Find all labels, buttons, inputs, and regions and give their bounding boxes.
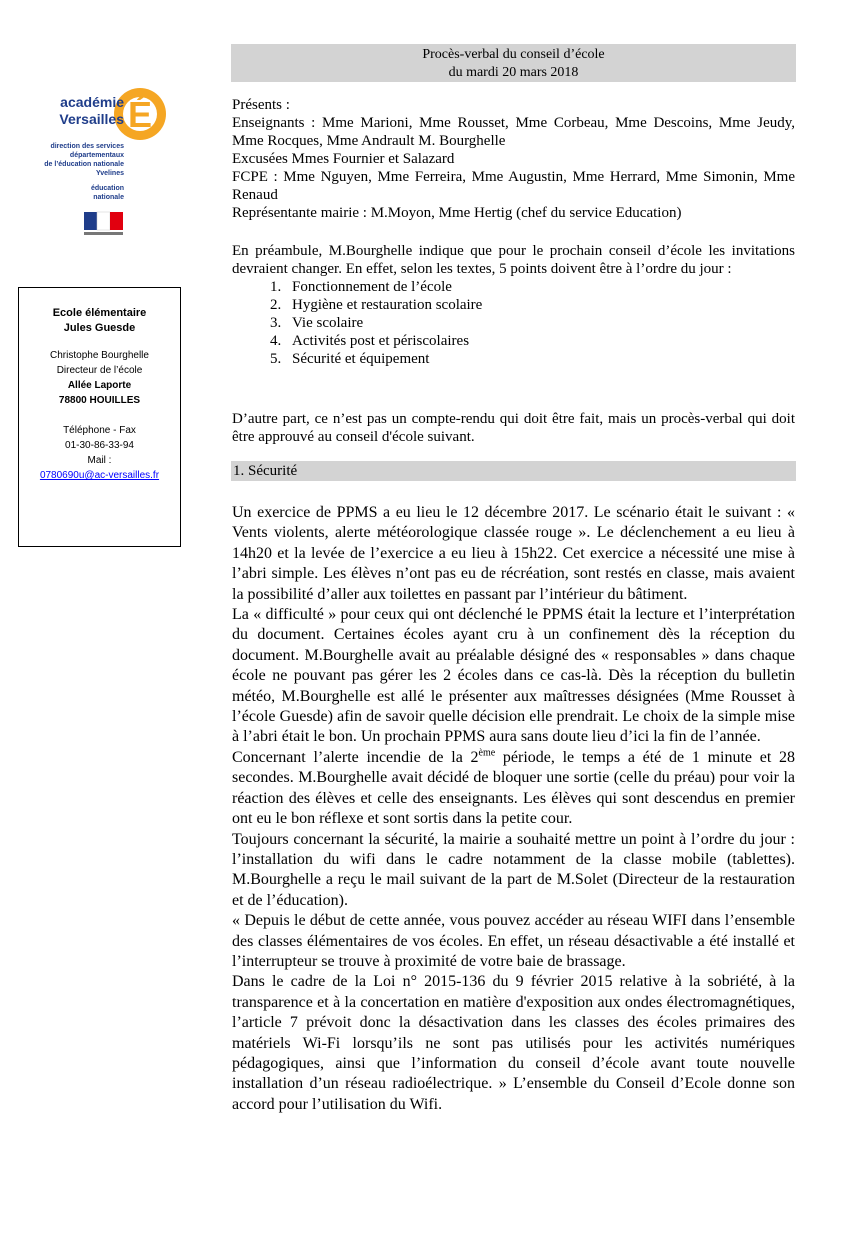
teachers-list: Enseignants : Mme Marioni, Mme Rousset, Mme Corbeau, Mme Descoins, Mme Jeudy, Mme Rocques, Mme Andrault M. Bourghelle bbox=[232, 115, 795, 149]
document-date: du mardi 20 mars 2018 bbox=[448, 65, 579, 80]
attendees-label: Présents : bbox=[232, 97, 290, 113]
academie-versailles-logo bbox=[40, 74, 170, 244]
paragraph-wifi-agenda: Toujours concernant la sécurité, la mairie a souhaité mettre un point à l’ordre du jour : l’installation du wifi dans le cadre notamment de la classe mobile (tablettes). M.Bourghelle a reçu le mail suivant de la part de M.Solet (Directeur de la restauration et de l’éducation). bbox=[232, 830, 795, 909]
mail-label: Mail : bbox=[87, 455, 112, 466]
phone-number: 01-30-86-33-94 bbox=[65, 440, 134, 451]
paragraph-ppms-exercise: Un exercice de PPMS a eu lieu le 12 décembre 2017. Le scénario était le suivant : « Vents violents, alerte météorologique classée rouge ». Le déclenchement a eu lieu à 14h20 et la levée de l’exercice a eu lieu à 15h22. Cet exercice a nécessité une mise à l’abri simple. Les élèves n’ont pas eu de récréation, sont restés en classe, mais avaient la possibilité d’aller aux toilettes en passant par l’intérieur du bâtiment. bbox=[232, 504, 795, 603]
logo-sub1: direction des services bbox=[50, 143, 124, 150]
fire-alert-text-start: Concernant l’alerte incendie de la 2 bbox=[232, 748, 479, 766]
school-name-line1: Ecole élémentaire bbox=[52, 307, 147, 319]
agenda-item: 5. Sécurité et équipement bbox=[285, 350, 795, 368]
document-title: Procès-verbal du conseil d’école bbox=[422, 47, 605, 62]
flag-caption-line bbox=[84, 232, 123, 235]
school-street: Allée Laporte bbox=[67, 380, 132, 391]
director-title: Directeur de l’école bbox=[56, 365, 143, 376]
preamble-text: En préambule, M.Bourghelle indique que pour le prochain conseil d’école les invitations devraient changer. En effet, selon les textes, 5 points doivent être à l’ordre du jour : bbox=[232, 243, 795, 277]
fcpe-list: FCPE : Mme Nguyen, Mme Ferreira, Mme Augustin, Mme Herrard, Mme Simonin, Mme Renaud bbox=[232, 169, 795, 203]
agenda-item: 3. Vie scolaire bbox=[285, 314, 795, 332]
pv-note-paragraph: D’autre part, ce n’est pas un compte-rendu qui doit être fait, mais un procès-verbal qui doit être approuvé au conseil d'école suivant. bbox=[232, 411, 795, 445]
paragraph-wifi-law: Dans le cadre de la Loi n° 2015-136 du 9 février 2015 relative à la sobriété, à la transparence et à la concertation en matière d'exposition aux ondes électromagnétiques, l’article 7 prévoit donc la désactivation dans les classes des écoles primaires des matériels Wi-Fi lorsqu’ils ne sont pas utilisés pour les activités numériques pédagogiques, ainsi que l’information du conseil d’école avant toute nouvelle installation d’un réseau radioélectrique. » L’ensemble du Conseil d’Ecole donne son accord pour l’utilisation du Wifi. bbox=[232, 973, 795, 1113]
mairie-representatives: Représentante mairie : M.Moyon, Mme Hertig (chef du service Education) bbox=[232, 205, 682, 221]
paragraph-fire-alert bbox=[232, 748, 795, 830]
excused-list: Excusées Mmes Fournier et Salazard bbox=[232, 151, 455, 167]
logo-sub5: éducation bbox=[90, 185, 124, 192]
agenda-list bbox=[232, 278, 795, 368]
school-city: 78800 HOUILLES bbox=[58, 395, 141, 406]
fire-alert-text-end: période, le temps a été de 1 minute et 28 secondes. M.Bourghelle avait décidé de bloquer une sortie (celle du préau) pour voir la réaction des élèves et celle des enseignants. Les élèves qui sont descendus en premier ont eu le bon réflexe et sont sortis dans la petite cour. bbox=[232, 748, 796, 828]
agenda-item: 1. Fonctionnement de l’école bbox=[285, 278, 795, 296]
academie-logo-graphic bbox=[40, 74, 170, 244]
director-name: Christophe Bourghelle bbox=[50, 350, 149, 361]
logo-line2: Versailles bbox=[59, 111, 124, 127]
section-heading-securite: 1. Sécurité bbox=[231, 461, 796, 481]
paragraph-wifi-mail-quote: « Depuis le début de cette année, vous pouvez accéder au réseau WIFI dans l’ensemble des classes élémentaires de vos écoles. En effet, un réseau désactivable a été installé et l’interrupteur se trouve à proximité de votre baie de brassage. bbox=[232, 912, 795, 970]
ordinal-superscript: ème bbox=[478, 747, 496, 759]
section-body bbox=[232, 503, 795, 1115]
logo-e-letter: É bbox=[127, 94, 153, 135]
logo-sub2: départementaux bbox=[69, 152, 124, 159]
attendees-section bbox=[232, 96, 795, 222]
logo-line1: académie bbox=[60, 94, 124, 110]
preamble-section bbox=[232, 242, 795, 368]
school-email-link[interactable]: 0780690u@ac-versailles.fr bbox=[39, 470, 160, 481]
french-flag-icon bbox=[84, 212, 123, 230]
phone-label: Téléphone - Fax bbox=[63, 425, 136, 436]
logo-sub6: nationale bbox=[93, 194, 124, 201]
document-title-box bbox=[231, 44, 796, 82]
logo-sub3: de l’éducation nationale bbox=[44, 161, 124, 168]
agenda-item: 2. Hygiène et restauration scolaire bbox=[285, 296, 795, 314]
school-name-line2: Jules Guesde bbox=[63, 322, 136, 334]
school-address-box bbox=[18, 287, 181, 547]
paragraph-ppms-difficulty: La « difficulté » pour ceux qui ont déclenché le PPMS était la lecture et l’interprétation du document. Certaines écoles ayant cru à un confinement dès la réception du document. M.Bourghelle avait au préalable désigné des « responsables » dans chaque école ne pouvant pas gérer les 2 écoles dans ce cas-là. Dès la réception du bulletin météo, M.Bourghelle est allé le présenter aux maîtresses désignées (Mme Rousset à l’école Guesde) afin de savoir quelle décision elle prendrait. Le choix de la simple mise à l’abri était le bon. Un prochain PPMS aura sans doute lieu d’ici la fin de l’année. bbox=[232, 606, 795, 746]
logo-sub4: Yvelines bbox=[95, 170, 124, 177]
agenda-item: 4. Activités post et périscolaires bbox=[285, 332, 795, 350]
